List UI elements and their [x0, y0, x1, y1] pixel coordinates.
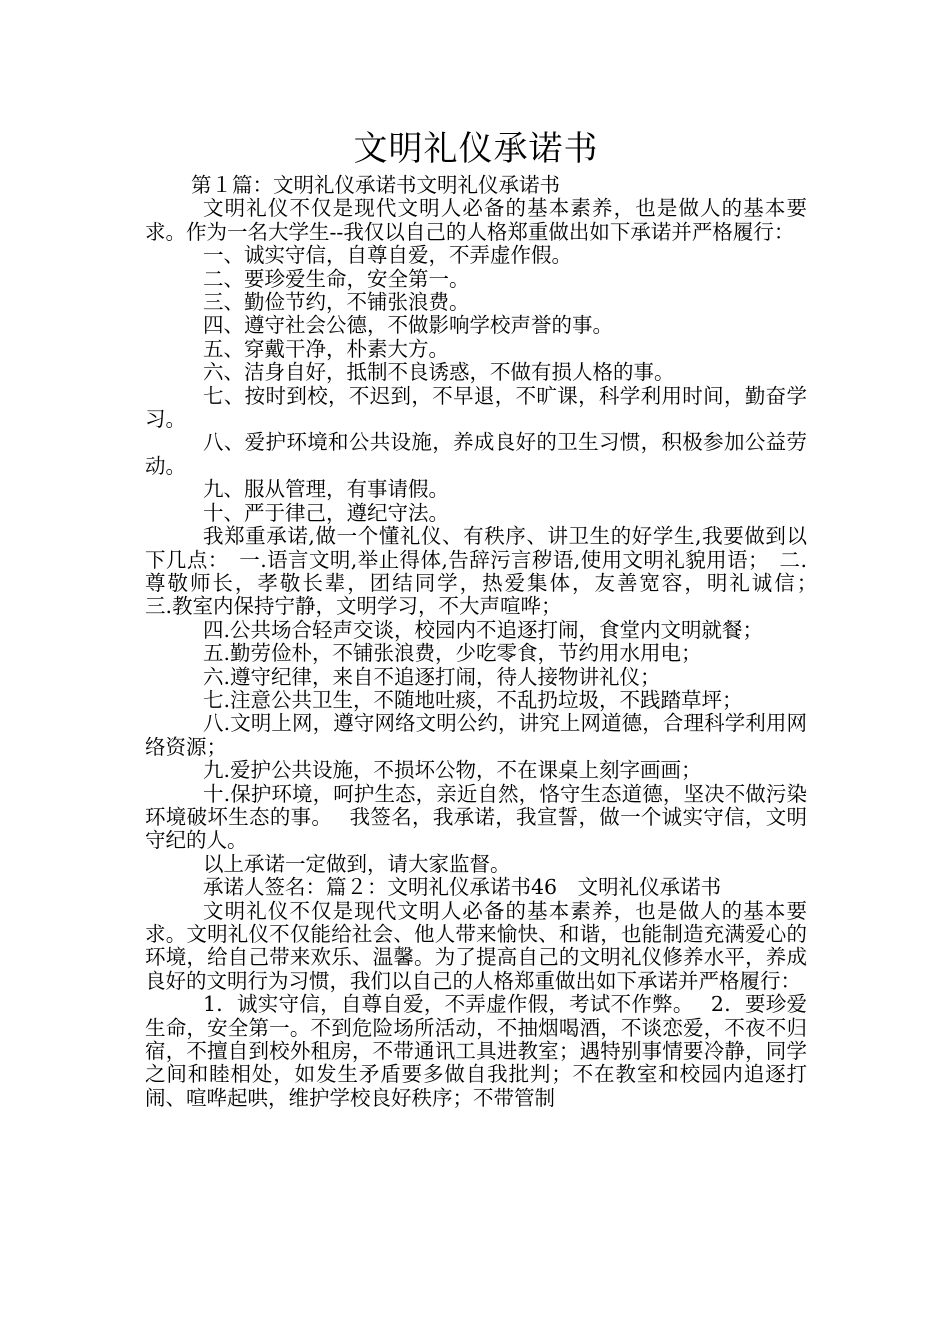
- paragraph: 承诺人签名：篇２：文明礼仪承诺书46 文明礼仪承诺书: [203, 875, 722, 900]
- document-page: [145, 126, 848, 1110]
- paragraph: 十.保护环境，呵护生态，亲近自然，恪守生态道德，坚决不做污染环境破坏生态的事。 我签名，我承诺，我宣誓，做一个诚实守信，文明守纪的人。: [145, 781, 807, 853]
- paragraph: 六、洁身自好，抵制不良诱惑，不做有损人格的事。: [203, 360, 675, 385]
- paragraph: 八.文明上网，遵守网络文明公约，讲究上网道德，合理科学利用网络资源；: [145, 711, 807, 759]
- paragraph: 九、服从管理，有事请假。: [203, 477, 449, 502]
- paragraph: 八、爱护环境和公共设施，养成良好的卫生习惯，积极参加公益劳动。: [145, 430, 807, 478]
- paragraph: 我郑重承诺,做一个懂礼仪、有秩序、讲卫生的好学生,我要做到以下几点： 一.语言文明,举止得体,告辞污言秽语,使用文明礼貌用语； 二.尊敬师长，孝敬长辈，团结同学，热爱集体，友善宽容，明礼诚信； 三.教室内保持宁静，文明学习，不大声喧哗；: [145, 524, 848, 619]
- paragraph: 六.遵守纪律，来自不追逐打闹，待人接物讲礼仪；: [203, 664, 661, 689]
- paragraph: 四.公共场合轻声交谈，校园内不追逐打闹，食堂内文明就餐；: [203, 617, 764, 642]
- paragraph: 第１篇：文明礼仪承诺书文明礼仪承诺书: [191, 173, 560, 197]
- paragraph: 文明礼仪不仅是现代文明人必备的基本素养，也是做人的基本要求。作为一名大学生--我仅以自己的人格郑重做出如下承诺并严格履行：: [145, 196, 807, 244]
- paragraph: 1．诚实守信，自尊自爱，不弄虚作假，考试不作弊。 2．要珍爱生命，安全第一。不到危险场所活动，不抽烟喝酒，不谈恋爱，不夜不归宿，不擅自到校外租房，不带通讯工具进教室；遇特别事情要冷静，同学之间和睦相处，如发生矛盾要多做自我批判；不在教室和校园内追逐打闹、喧哗起哄，维护学校良好秩序；不带管制: [145, 992, 807, 1110]
- paragraph: 五.勤劳俭朴，不铺张浪费，少吃零食，节约用水用电；: [203, 641, 702, 666]
- paragraph: 七、按时到校，不迟到，不早退，不旷课，科学利用时间，勤奋学习。: [145, 383, 807, 432]
- paragraph: 二、要珍爱生命，安全第一。: [203, 266, 470, 291]
- paragraph: 五、穿戴干净，朴素大方。: [203, 336, 449, 361]
- paragraph: 文明礼仪不仅是现代文明人必备的基本素养，也是做人的基本要求。文明礼仪不仅能给社会、他人带来愉快、和谐，也能制造充满爱心的环境，给自己带来欢乐、温馨。为了提高自己的文明礼仪修养水平，养成良好的文明行为习惯，我们以自己的人格郑重做出如下承诺并严格履行：: [145, 898, 807, 993]
- document-body: [145, 173, 848, 1110]
- paragraph: 九.爱护公共设施，不损坏公物，不在课桌上刻字画画；: [203, 758, 702, 783]
- paragraph: 十、严于律己，遵纪守法。: [203, 500, 449, 525]
- paragraph: 以上承诺一定做到，请大家监督。: [203, 851, 511, 876]
- paragraph: 一、诚实守信，自尊自爱，不弄虚作假。: [203, 243, 572, 268]
- document-title: 文明礼仪承诺书: [353, 129, 599, 169]
- paragraph: 三、勤俭节约，不铺张浪费。: [203, 290, 470, 315]
- paragraph: 四、遵守社会公德，不做影响学校声誉的事。: [203, 313, 613, 338]
- paragraph: 七.注意公共卫生，不随地吐痰，不乱扔垃圾，不践踏草坪；: [203, 687, 743, 712]
